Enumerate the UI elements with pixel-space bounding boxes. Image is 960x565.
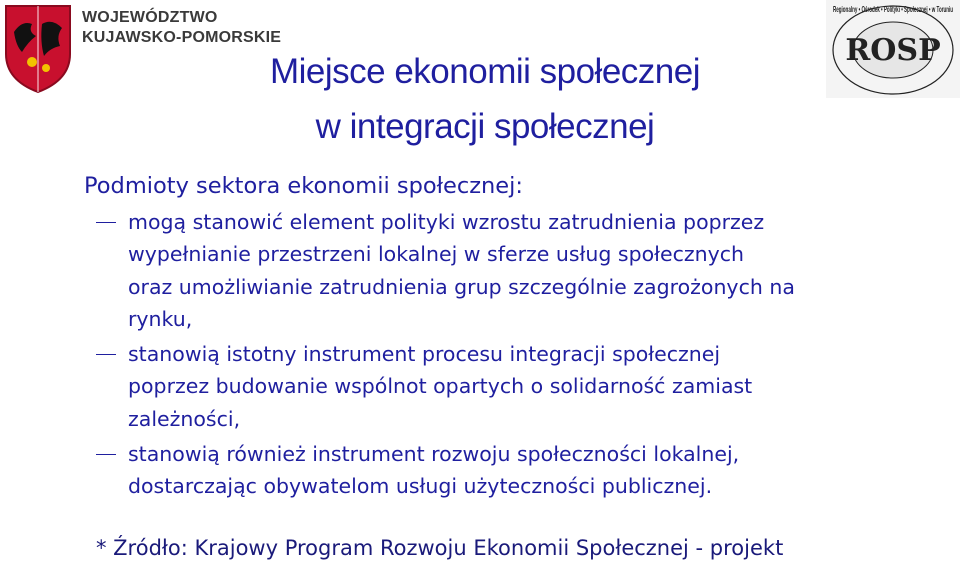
dash-bullet-icon [96, 454, 116, 455]
list-item-line: stanowią również instrument rozwoju społeczności lokalnej, [128, 442, 740, 467]
list-item-line: oraz umożliwianie zatrudnienia grup szczególnie zagrożonych na [128, 274, 795, 299]
list-item [96, 438, 956, 503]
list-item-line: stanowią istotny instrument procesu integracji społecznej [128, 342, 721, 367]
dash-bullet-icon [96, 354, 116, 355]
list-item-line: wypełnianie przestrzeni lokalnej w sferze usług społecznych [128, 242, 745, 267]
source-footnote: * Źródło: Krajowy Program Rozwoju Ekonomii Społecznej - projekt [96, 536, 784, 560]
list-item-line: poprzez budowanie wspólnot opartych o solidarność zamiast [128, 374, 753, 399]
logo-ring-text: Regionalny • Ośrodek • Polityki • Społecznej • w Toruniu [833, 4, 953, 14]
page-title-line1: Miejsce ekonomii społecznej [269, 52, 701, 91]
list-item-line: mogą stanowić element polityki wzrostu zatrudnienia poprzez [128, 210, 765, 234]
list-item-line: dostarczając obywatelom usługi użyteczności publicznej. [128, 474, 713, 499]
page-title-line2: w integracji społecznej [315, 107, 655, 146]
list-item [96, 338, 956, 435]
region-name [82, 8, 281, 48]
dash-bullet-icon [96, 222, 116, 223]
lead-text: Podmioty sektora ekonomii społecznej: [84, 173, 523, 199]
list-item-text [128, 438, 956, 503]
region-name-line2: KUJAWSKO-POMORSKIE [82, 29, 282, 46]
bullet-list [96, 206, 956, 506]
list-item [96, 206, 956, 335]
list-item-text [128, 206, 956, 335]
region-name-line1: WOJEWÓDZTWO [82, 9, 218, 26]
list-item-line: zależności, [128, 406, 241, 431]
list-item-text [128, 338, 956, 435]
page-title [0, 44, 960, 154]
logo-letters: ROSP [845, 33, 941, 68]
list-item-line: rynku, [128, 306, 193, 331]
